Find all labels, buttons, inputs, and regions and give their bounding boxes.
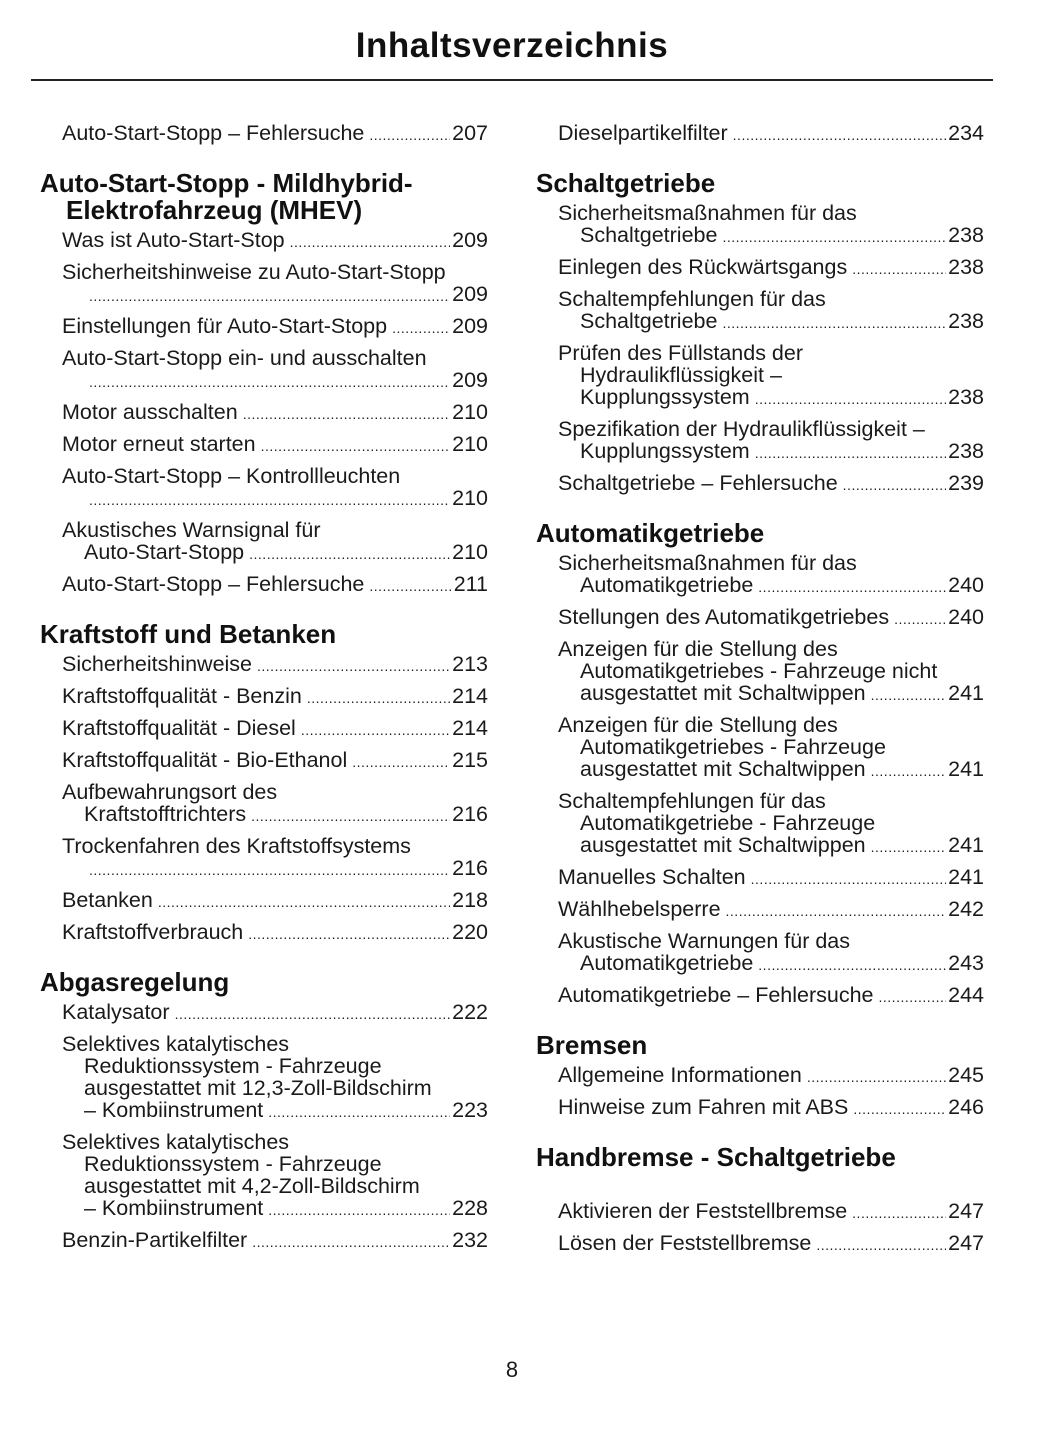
leader-dots xyxy=(894,608,946,630)
toc-entry[interactable] xyxy=(536,256,984,280)
toc-entry-title: Kupplungssystem xyxy=(580,385,750,409)
toc-entry-line: Automatikgetriebes - Fahrzeuge nicht xyxy=(580,659,938,683)
toc-entry-title: Kraftstofftrichters xyxy=(84,802,247,826)
section-spacer xyxy=(536,1176,984,1200)
leader-dots xyxy=(852,258,946,280)
toc-entry[interactable] xyxy=(536,790,984,858)
toc-entry[interactable] xyxy=(40,465,488,511)
toc-entry[interactable] xyxy=(40,347,488,393)
toc-page-number: 223 xyxy=(452,1098,488,1122)
toc-entry-title: ausgestattet mit Schaltwippen xyxy=(580,757,866,781)
leader-dots xyxy=(158,891,450,913)
toc-entry[interactable] xyxy=(40,1001,488,1025)
toc-page-number: 241 xyxy=(948,757,984,781)
toc-page-number: 207 xyxy=(452,121,488,145)
toc-entry[interactable] xyxy=(40,781,488,827)
toc-entry-title: Benzin-Partikelfilter xyxy=(62,1228,248,1252)
toc-entry[interactable] xyxy=(536,288,984,334)
leader-dots xyxy=(175,1003,451,1025)
leader-dots xyxy=(251,805,450,827)
toc-page-number: 238 xyxy=(948,223,984,247)
toc-entry-title: Schaltgetriebe xyxy=(580,309,718,333)
toc-page-number: 247 xyxy=(948,1231,984,1255)
toc-page-number: 244 xyxy=(948,983,984,1007)
toc-left-column xyxy=(40,122,488,1261)
toc-page-number: 222 xyxy=(452,1000,488,1024)
section-heading: Schaltgetriebe xyxy=(536,168,716,198)
leader-dots xyxy=(369,575,451,597)
toc-entry-line: Auto-Start-Stopp – Kontrollleuchten xyxy=(62,464,401,488)
toc-entry[interactable] xyxy=(536,1096,984,1120)
toc-entry-title: Einlegen des Rückwärtsgangs xyxy=(558,255,848,279)
leader-dots xyxy=(89,489,450,511)
toc-page-number: 238 xyxy=(948,385,984,409)
leader-dots xyxy=(249,543,450,565)
leader-dots xyxy=(758,576,946,598)
leader-dots xyxy=(257,655,450,677)
toc-entry[interactable] xyxy=(40,261,488,307)
toc-entry-title: ausgestattet mit Schaltwippen xyxy=(580,833,866,857)
toc-page-number: 247 xyxy=(948,1199,984,1223)
toc-page-number: 213 xyxy=(452,652,488,676)
toc-entry-title: Was ist Auto-Start-Stop xyxy=(62,228,285,252)
leader-dots xyxy=(252,1231,450,1253)
toc-page-number: 210 xyxy=(452,486,488,510)
section-heading: Handbremse - Schaltgetriebe xyxy=(536,1142,896,1172)
leader-dots xyxy=(871,684,946,706)
toc-entry-title: Auto-Start-Stopp – Fehlersuche xyxy=(62,121,365,145)
toc-page-number: 218 xyxy=(452,888,488,912)
page-title: Inhaltsverzeichnis xyxy=(355,26,669,65)
toc-entry-line: Trockenfahren des Kraftstoffsystems xyxy=(62,834,411,858)
leader-dots xyxy=(751,868,946,890)
leader-dots xyxy=(392,317,450,339)
leader-dots xyxy=(243,403,450,425)
leader-dots xyxy=(261,435,451,457)
toc-entry-title: Sicherheitshinweise xyxy=(62,652,253,676)
section-heading: Abgasregelung xyxy=(40,967,230,997)
toc-entry-title: Kraftstoffqualität - Bio-Ethanol xyxy=(62,748,348,772)
leader-dots xyxy=(290,231,450,253)
toc-entry[interactable] xyxy=(536,1200,984,1224)
toc-entry-title: – Kombiinstrument xyxy=(84,1098,264,1122)
toc-entry[interactable] xyxy=(40,653,488,677)
toc-page-number: 210 xyxy=(452,540,488,564)
toc-entry[interactable] xyxy=(536,552,984,598)
toc-entry-title: Automatikgetriebe – Fehlersuche xyxy=(558,983,874,1007)
toc-entry[interactable] xyxy=(40,717,488,741)
toc-entry-line: Reduktionssystem - Fahrzeuge xyxy=(84,1152,382,1176)
toc-entry-title: Schaltgetriebe – Fehlersuche xyxy=(558,471,838,495)
leader-dots xyxy=(89,859,450,881)
toc-page-number: 238 xyxy=(948,309,984,333)
leader-dots xyxy=(758,954,946,976)
toc-entry-title: Aktivieren der Feststellbremse xyxy=(558,1199,848,1223)
leader-dots xyxy=(722,226,946,248)
toc-page-number: 234 xyxy=(948,121,984,145)
toc-entry-line: Anzeigen für die Stellung des xyxy=(558,713,838,737)
toc-entry-title: Stellungen des Automatikgetriebes xyxy=(558,605,890,629)
leader-dots xyxy=(843,474,946,496)
toc-page-number: 239 xyxy=(948,471,984,495)
toc-entry-title: Manuelles Schalten xyxy=(558,865,746,889)
leader-dots xyxy=(89,285,450,307)
toc-entry-title: Motor ausschalten xyxy=(62,400,238,424)
section-heading: Bremsen xyxy=(536,1030,648,1060)
toc-page-number: 210 xyxy=(452,432,488,456)
toc-entry-line: ausgestattet mit 4,2-Zoll-Bildschirm xyxy=(84,1174,420,1198)
toc-entry[interactable] xyxy=(536,342,984,410)
toc-page-number: 243 xyxy=(948,951,984,975)
toc-entry-title: Kupplungssystem xyxy=(580,439,750,463)
toc-entry[interactable] xyxy=(40,315,488,339)
toc-entry[interactable] xyxy=(536,606,984,630)
toc-page-number: 214 xyxy=(452,684,488,708)
toc-entry-line: Prüfen des Füllstands der xyxy=(558,341,803,365)
toc-page-number: 238 xyxy=(948,255,984,279)
leader-dots xyxy=(755,442,946,464)
toc-entry-title: Auto-Start-Stopp xyxy=(84,540,245,564)
toc-entry-title: Automatikgetriebe xyxy=(580,573,754,597)
toc-entry[interactable] xyxy=(40,1033,488,1123)
toc-entry-title: ausgestattet mit Schaltwippen xyxy=(580,681,866,705)
section-heading: Automatikgetriebe xyxy=(536,518,765,548)
toc-page-number: 238 xyxy=(948,439,984,463)
toc-entry-line: Hydraulikflüssigkeit – xyxy=(580,363,782,387)
toc-entry-title: Kraftstoffqualität - Benzin xyxy=(62,684,302,708)
toc-page-number: 246 xyxy=(948,1095,984,1119)
page-number: 8 xyxy=(505,1357,519,1382)
toc-entry[interactable] xyxy=(536,1064,984,1088)
leader-dots xyxy=(726,900,947,922)
section-heading: Kraftstoff und Betanken xyxy=(40,619,337,649)
toc-entry-line: Sicherheitsmaßnahmen für das xyxy=(558,201,857,225)
toc-entry-line: Selektives katalytisches xyxy=(62,1032,290,1056)
toc-page-number: 214 xyxy=(452,716,488,740)
toc-page-number: 220 xyxy=(452,920,488,944)
header-divider xyxy=(31,79,993,81)
toc-entry-title: Katalysator xyxy=(62,1000,170,1024)
toc-entry-title: Automatikgetriebe xyxy=(580,951,754,975)
toc-entry-line: ausgestattet mit 12,3-Zoll-Bildschirm xyxy=(84,1076,432,1100)
leader-dots xyxy=(722,312,946,334)
toc-right-column xyxy=(536,122,984,1264)
toc-entry-line: Automatikgetriebe - Fahrzeuge xyxy=(580,811,876,835)
toc-entry[interactable] xyxy=(536,202,984,248)
toc-entry-line: Auto-Start-Stopp ein- und ausschalten xyxy=(62,346,427,370)
leader-dots xyxy=(853,1098,946,1120)
toc-entry-title: Betanken xyxy=(62,888,153,912)
toc-page-number: 242 xyxy=(948,897,984,921)
toc-entry-line: Akustisches Warnsignal für xyxy=(62,518,321,542)
toc-entry-title: Motor erneut starten xyxy=(62,432,256,456)
toc-entry[interactable] xyxy=(536,866,984,890)
toc-page-number: 209 xyxy=(452,368,488,392)
toc-entry[interactable] xyxy=(536,930,984,976)
toc-entry[interactable] xyxy=(536,418,984,464)
toc-entry-line: Schaltempfehlungen für das xyxy=(558,287,826,311)
leader-dots xyxy=(871,760,946,782)
toc-entry[interactable] xyxy=(40,433,488,457)
toc-page-number: 241 xyxy=(948,833,984,857)
toc-entry-title: – Kombiinstrument xyxy=(84,1196,264,1220)
leader-dots xyxy=(248,923,450,945)
toc-entry-line: Reduktionssystem - Fahrzeuge xyxy=(84,1054,382,1078)
toc-page-number: 209 xyxy=(452,282,488,306)
toc-entry[interactable] xyxy=(536,714,984,782)
toc-entry[interactable] xyxy=(536,898,984,922)
leader-dots xyxy=(852,1202,946,1224)
toc-entry-title: Schaltgetriebe xyxy=(580,223,718,247)
toc-entry[interactable] xyxy=(40,1229,488,1253)
leader-dots xyxy=(89,371,450,393)
leader-dots xyxy=(268,1199,450,1221)
toc-page-number: 240 xyxy=(948,573,984,597)
toc-entry-line: Anzeigen für die Stellung des xyxy=(558,637,838,661)
toc-page-number: 216 xyxy=(452,802,488,826)
toc-entry-line: Schaltempfehlungen für das xyxy=(558,789,826,813)
toc-entry[interactable] xyxy=(40,889,488,913)
toc-page-number: 209 xyxy=(452,314,488,338)
toc-entry-title: Einstellungen für Auto-Start-Stopp xyxy=(62,314,388,338)
toc-entry[interactable] xyxy=(40,835,488,881)
toc-entry[interactable] xyxy=(536,472,984,496)
leader-dots xyxy=(816,1234,946,1256)
section-heading: Auto-Start-Stopp - Mildhybrid-Elektrofahrzeug (MHEV) xyxy=(40,168,413,225)
leader-dots xyxy=(369,124,450,146)
toc-entry-title: Lösen der Feststellbremse xyxy=(558,1231,812,1255)
toc-entry-title: Dieselpartikelfilter xyxy=(558,121,728,145)
toc-page-number: 215 xyxy=(452,748,488,772)
toc-entry-line: Akustische Warnungen für das xyxy=(558,929,850,953)
toc-entry-title: Allgemeine Informationen xyxy=(558,1063,802,1087)
toc-page-number: 240 xyxy=(948,605,984,629)
leader-dots xyxy=(807,1066,946,1088)
toc-entry-title: Kraftstoffqualität - Diesel xyxy=(62,716,296,740)
leader-dots xyxy=(307,687,450,709)
leader-dots xyxy=(871,836,946,858)
leader-dots xyxy=(755,388,946,410)
toc-page-number: 232 xyxy=(452,1228,488,1252)
toc-entry-title: Hinweise zum Fahren mit ABS xyxy=(558,1095,849,1119)
toc-entry-line: Sicherheitshinweise zu Auto-Start-Stopp xyxy=(62,260,446,284)
toc-entry[interactable] xyxy=(40,685,488,709)
leader-dots xyxy=(352,751,450,773)
toc-page-number: 228 xyxy=(452,1196,488,1220)
toc-page-number: 241 xyxy=(948,865,984,889)
toc-page-number: 210 xyxy=(452,400,488,424)
toc-page-number: 216 xyxy=(452,856,488,880)
toc-page-number: 209 xyxy=(452,228,488,252)
toc-entry[interactable] xyxy=(40,749,488,773)
toc-entry[interactable] xyxy=(536,984,984,1008)
leader-dots xyxy=(733,124,946,146)
leader-dots xyxy=(879,986,947,1008)
toc-entry[interactable] xyxy=(40,401,488,425)
toc-entry-title: Auto-Start-Stopp – Fehlersuche xyxy=(62,572,365,596)
toc-entry[interactable] xyxy=(536,638,984,706)
toc-page-number: 245 xyxy=(948,1063,984,1087)
toc-entry[interactable] xyxy=(40,229,488,253)
toc-page-number: 241 xyxy=(948,681,984,705)
toc-entry-title: Kraftstoffverbrauch xyxy=(62,920,244,944)
toc-entry[interactable] xyxy=(536,122,984,146)
toc-entry-title: Wählhebelsperre xyxy=(558,897,721,921)
toc-entry-line: Aufbewahrungsort des xyxy=(62,780,278,804)
toc-entry[interactable] xyxy=(40,1131,488,1221)
toc-entry[interactable] xyxy=(536,1232,984,1256)
leader-dots xyxy=(301,719,450,741)
toc-entry[interactable] xyxy=(40,573,488,597)
toc-entry-line: Sicherheitsmaßnahmen für das xyxy=(558,551,857,575)
leader-dots xyxy=(268,1101,450,1123)
toc-entry-line: Selektives katalytisches xyxy=(62,1130,290,1154)
toc-page-number: 211 xyxy=(453,572,488,596)
toc-entry[interactable] xyxy=(40,921,488,945)
toc-entry[interactable] xyxy=(40,519,488,565)
toc-entry[interactable] xyxy=(40,122,488,146)
toc-entry-line: Automatikgetriebes - Fahrzeuge xyxy=(580,735,886,759)
toc-entry-line: Spezifikation der Hydraulikflüssigkeit – xyxy=(558,417,925,441)
